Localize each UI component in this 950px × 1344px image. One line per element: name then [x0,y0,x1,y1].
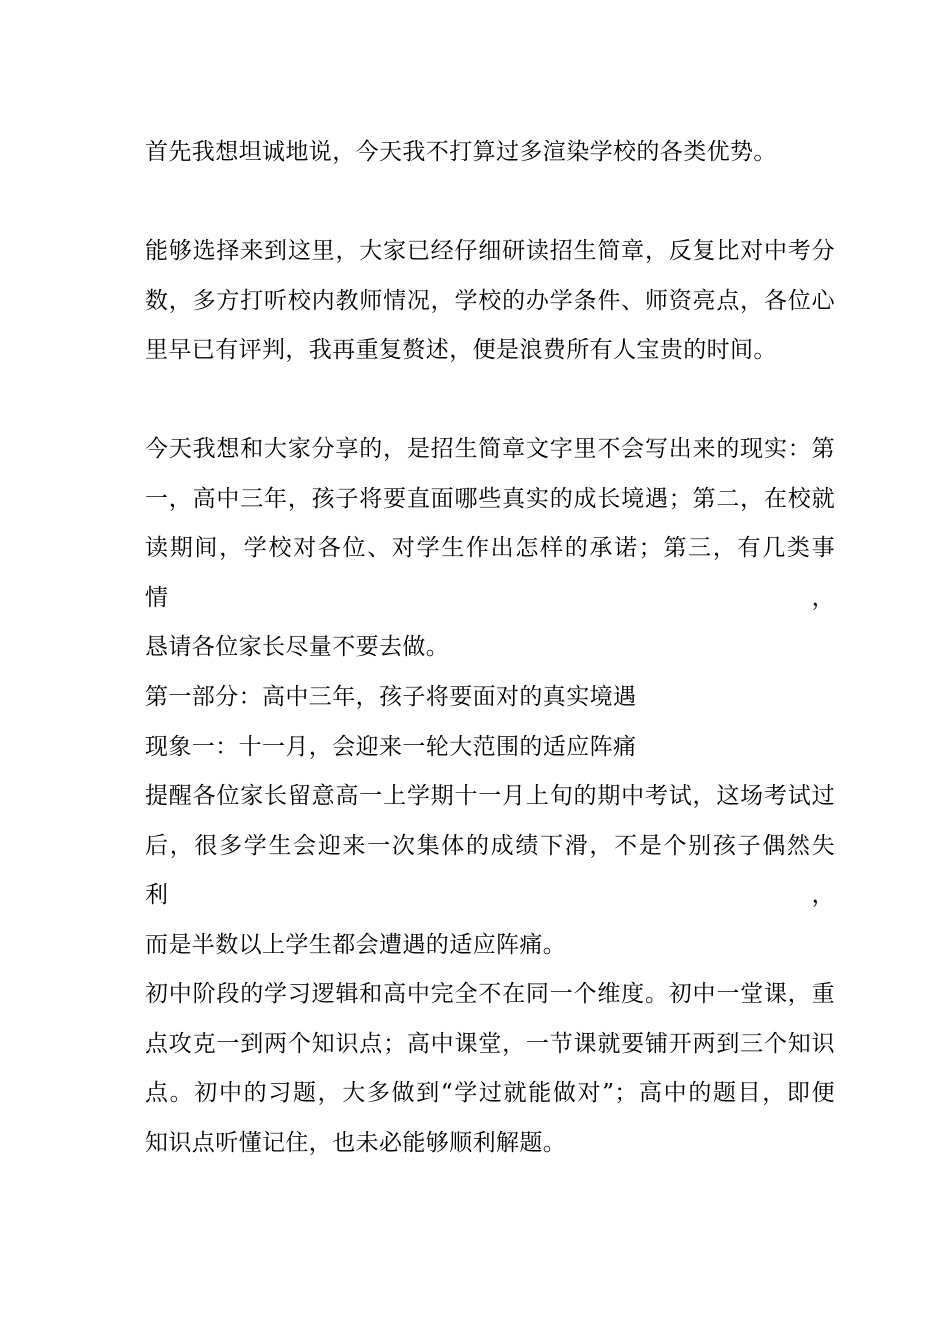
paragraph-intro [145,128,835,178]
text-line: 知识点听懂记住，也未必能够顺利解题。 [145,1129,567,1156]
text-line: 首先我想坦诚地说，今天我不打算过多渲染学校的各类优势。 [145,139,777,165]
text-line: 能够选择来到这里，大家已经仔细研读招生简章，反复比对中考分 [145,238,835,264]
paragraph-learning-logic [145,970,835,1168]
text-line: 而是半数以上学生都会遭遇的适应阵痛。 [145,931,567,958]
subsection-heading: 现象一：十一月，会迎来一轮大范围的适应阵痛 [145,733,637,760]
text-line: 点攻克一到两个知识点；高中课堂，一节课就要铺开两到三个知识 [145,1030,835,1057]
text-line: 恳请各位家长尽量不要去做。 [145,634,450,660]
text-line: 后，很多学生会迎来一次集体的成绩下滑，不是个别孩子偶然失利， [145,832,835,908]
text-line: 一，高中三年，孩子将要直面哪些真实的成长境遇；第二，在校就 [145,485,835,512]
text-line: 提醒各位家长留意高一上学期十一月上旬的期中考试，这场考试过 [145,783,835,809]
text-line: 今天我想和大家分享的，是招生简章文字里不会写出来的现实：第 [145,436,835,462]
text-line: 里早已有评判，我再重复赘述，便是浪费所有人宝贵的时间。 [145,337,777,363]
section-heading: 第一部分：高中三年，孩子将要面对的真实境遇 [145,684,637,710]
paragraph-sharing [145,425,835,673]
text-line: 读期间，学校对各位、对学生作出怎样的承诺；第三，有几类事情， [145,535,835,611]
paragraph-choice [145,227,835,376]
paragraph-part-one [145,673,835,970]
text-line: 点。初中的习题，大多做到“学过就能做对”；高中的题目，即便 [145,1080,835,1106]
text-line: 数，多方打听校内教师情况，学校的办学条件、师资亮点，各位心 [145,287,835,314]
text-line: 初中阶段的学习逻辑和高中完全不在同一个维度。初中一堂课，重 [145,981,835,1007]
